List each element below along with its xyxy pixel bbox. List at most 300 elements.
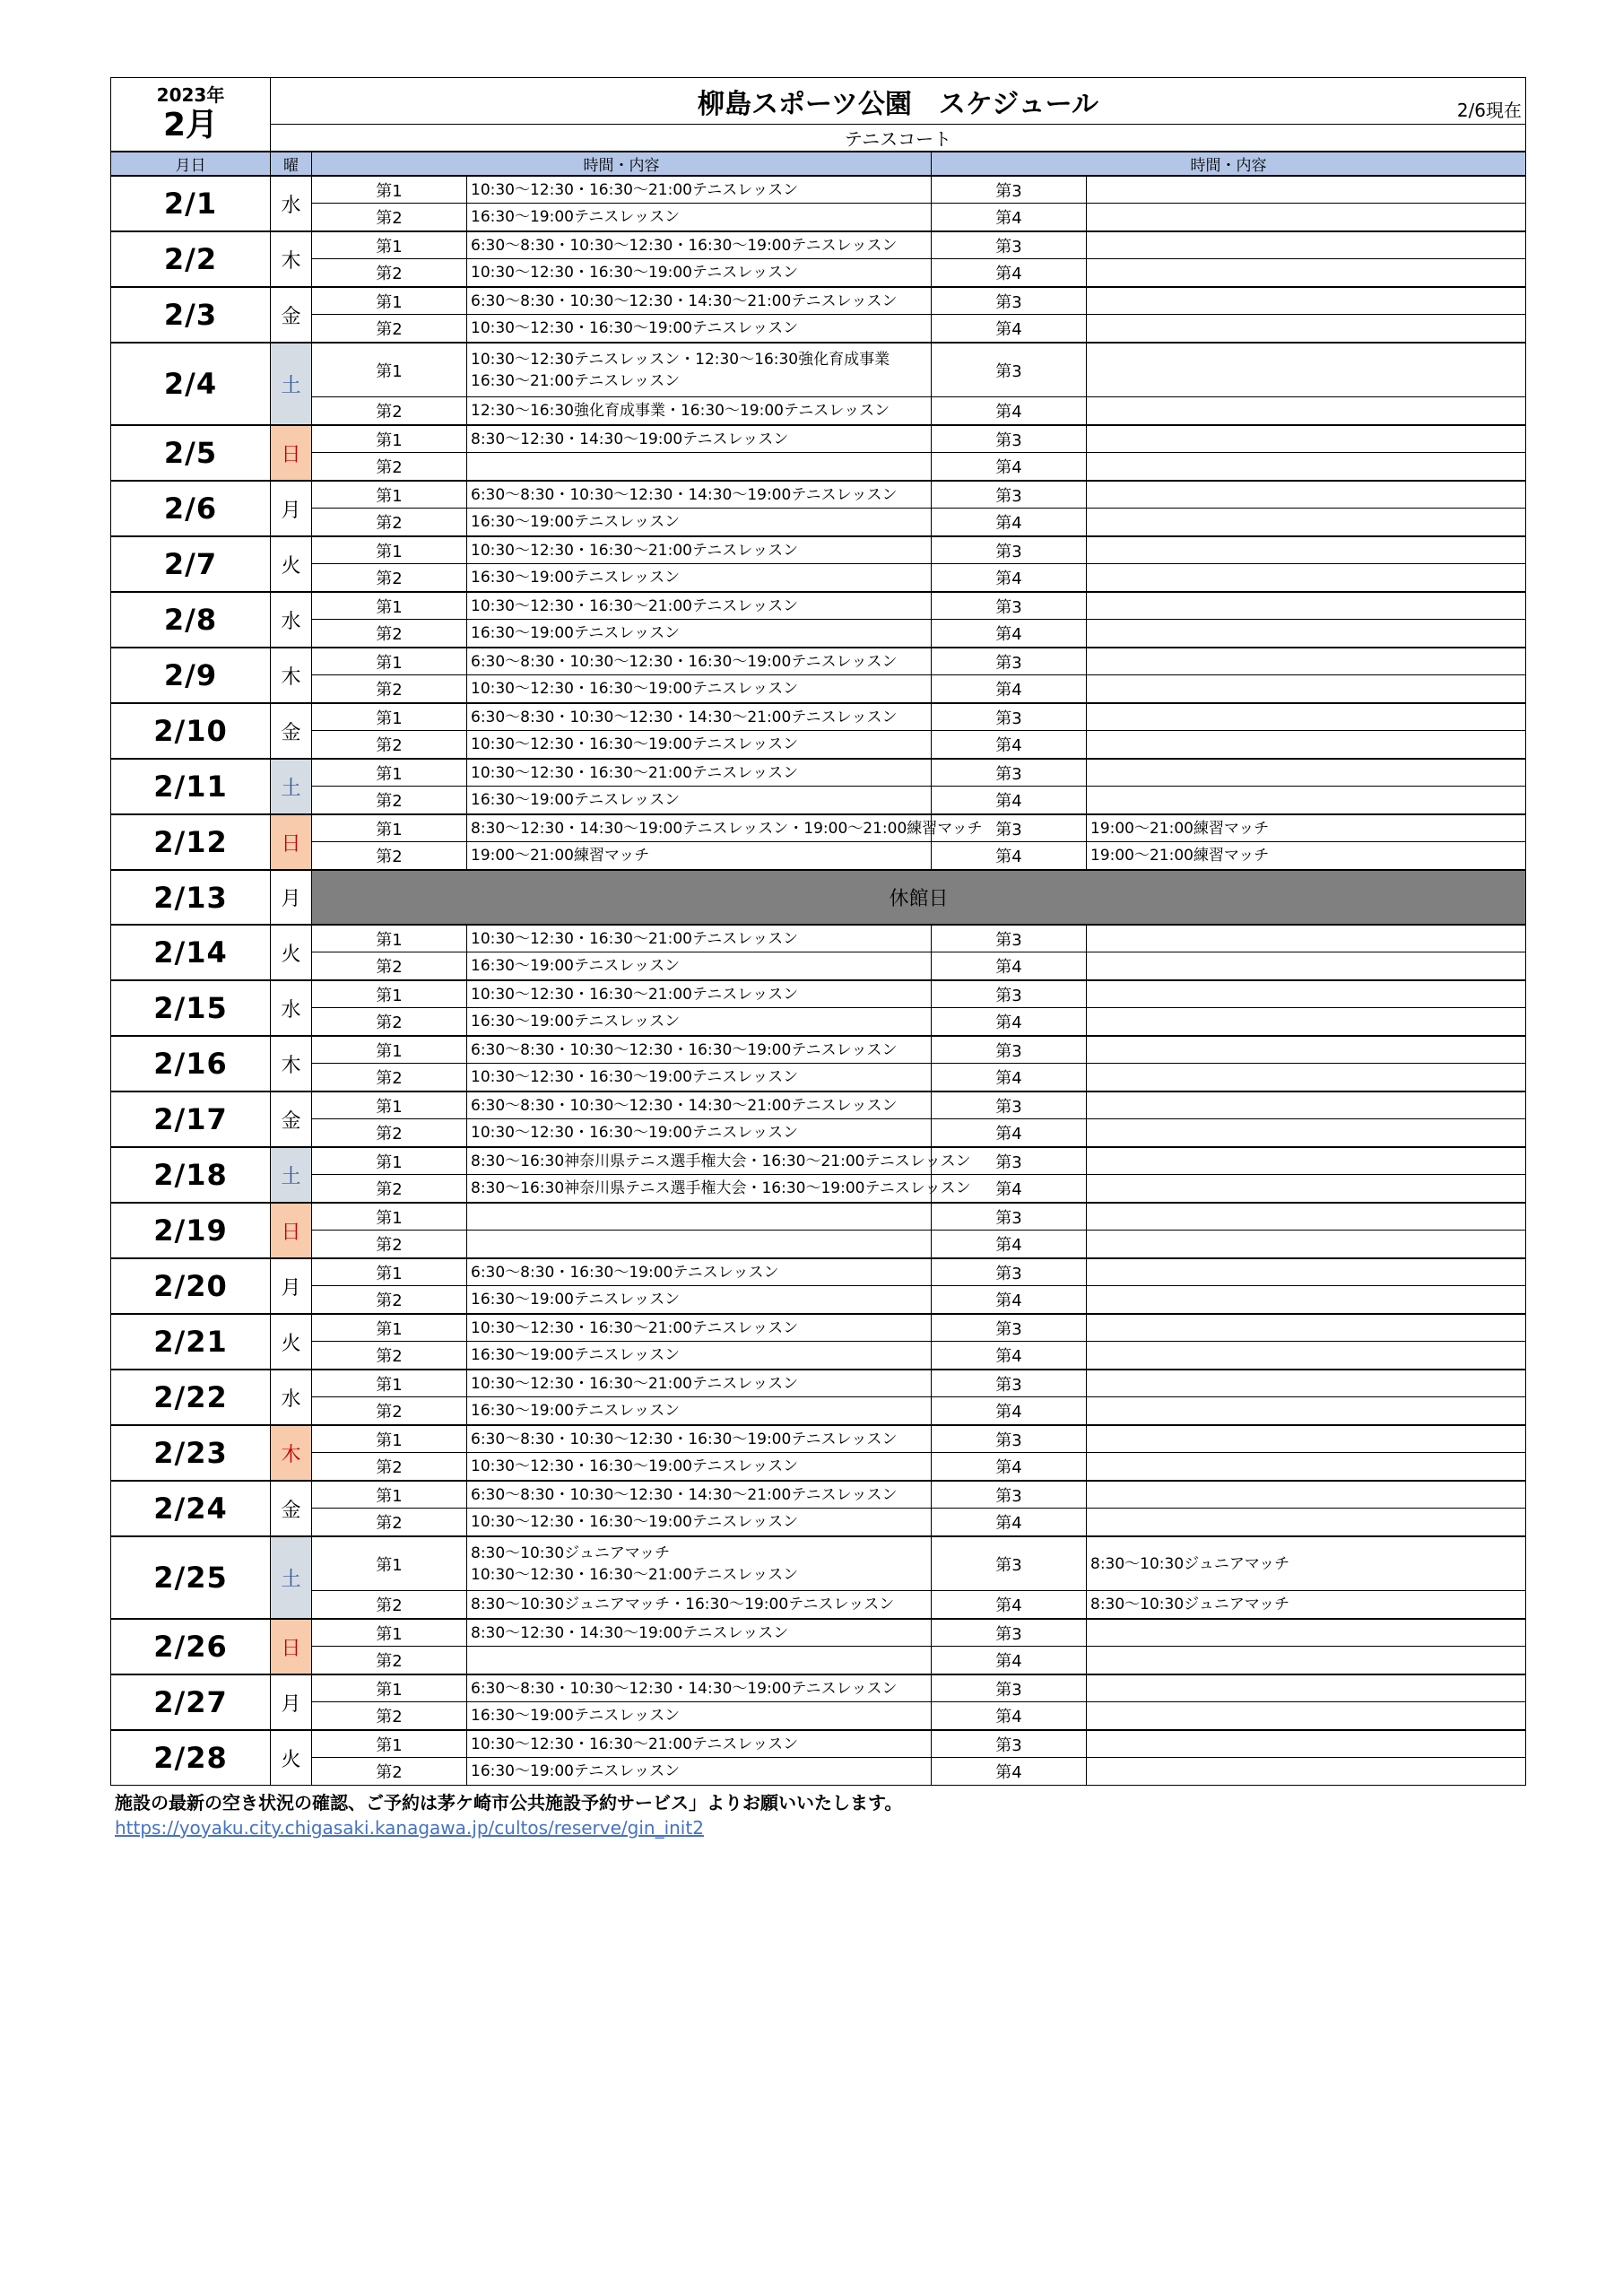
court-4-schedule <box>1087 1342 1526 1370</box>
weekday-cell: 土 <box>271 1147 312 1203</box>
schedule-row-court-2 <box>111 204 1526 232</box>
weekday-cell: 火 <box>271 925 312 980</box>
court-3-schedule <box>1087 1036 1526 1064</box>
court-1-label: 第1 <box>312 231 467 259</box>
court-3-label: 第3 <box>932 536 1087 564</box>
court-4-schedule <box>1087 1064 1526 1092</box>
court-3-label: 第3 <box>932 1370 1087 1397</box>
court-3-label: 第3 <box>932 343 1087 397</box>
schedule-row-closed <box>111 870 1526 925</box>
court-3-label: 第3 <box>932 925 1087 952</box>
court-4-schedule <box>1087 259 1526 288</box>
court-1-schedule: 10:30～12:30・16:30～21:00テニスレッスン <box>467 980 932 1008</box>
court-4-label: 第4 <box>932 1647 1087 1675</box>
court-1-schedule: 8:30～12:30・14:30～19:00テニスレッスン <box>467 1619 932 1647</box>
schedule-row-court-2 <box>111 1008 1526 1037</box>
court-2-schedule: 16:30～19:00テニスレッスン <box>467 204 932 232</box>
court-4-schedule <box>1087 397 1526 426</box>
date-cell: 2/19 <box>111 1203 271 1258</box>
weekday-cell: 土 <box>271 343 312 425</box>
court-2-schedule: 16:30～19:00テニスレッスン <box>467 1008 932 1037</box>
court-2-label: 第2 <box>312 564 467 593</box>
court-3-schedule <box>1087 925 1526 952</box>
court-4-label: 第4 <box>932 1286 1087 1315</box>
column-header-time-right: 時間・内容 <box>932 152 1526 176</box>
court-2-label: 第2 <box>312 1064 467 1092</box>
schedule-row-court-1 <box>111 231 1526 259</box>
schedule-row-court-2 <box>111 1702 1526 1731</box>
schedule-row-court-2 <box>111 620 1526 648</box>
footer-note: 施設の最新の空き状況の確認、ご予約は茅ケ崎市公共施設予約サービス」よりお願いいたします。 <box>115 1792 903 1813</box>
court-4-schedule <box>1087 952 1526 981</box>
court-4-schedule <box>1087 1175 1526 1204</box>
court-1-schedule: 6:30～8:30・10:30～12:30・14:30～21:00テニスレッスン <box>467 703 932 731</box>
court-2-schedule: 10:30～12:30・16:30～19:00テニスレッスン <box>467 1064 932 1092</box>
court-2-schedule: 10:30～12:30・16:30～19:00テニスレッスン <box>467 315 932 344</box>
column-header-time-left: 時間・内容 <box>312 152 932 176</box>
schedule-row-court-1 <box>111 536 1526 564</box>
court-2-schedule <box>467 1647 932 1675</box>
court-3-schedule <box>1087 980 1526 1008</box>
court-4-schedule <box>1087 1397 1526 1426</box>
schedule-table <box>110 77 1526 1786</box>
court-3-label: 第3 <box>932 592 1087 620</box>
court-3-schedule <box>1087 1203 1526 1231</box>
weekday-cell: 月 <box>271 1674 312 1730</box>
court-4-label: 第4 <box>932 731 1087 760</box>
date-cell: 2/28 <box>111 1730 271 1786</box>
schedule-row-court-2 <box>111 259 1526 288</box>
court-2-label: 第2 <box>312 675 467 704</box>
schedule-row-court-2 <box>111 564 1526 593</box>
court-2-label: 第2 <box>312 1591 467 1620</box>
court-4-label: 第4 <box>932 397 1087 426</box>
court-4-schedule <box>1087 787 1526 815</box>
court-2-schedule: 10:30～12:30・16:30～19:00テニスレッスン <box>467 1453 932 1482</box>
court-1-schedule: 10:30～12:30・16:30～21:00テニスレッスン <box>467 925 932 952</box>
court-3-label: 第3 <box>932 1674 1087 1702</box>
court-1-label: 第1 <box>312 176 467 204</box>
court-2-schedule: 16:30～19:00テニスレッスン <box>467 1286 932 1315</box>
reservation-link[interactable]: https://yoyaku.city.chigasaki.kanagawa.jp/cultos/reserve/gin_init2 <box>115 1817 704 1839</box>
court-1-label: 第1 <box>312 1258 467 1286</box>
court-4-schedule <box>1087 1647 1526 1675</box>
court-4-label: 第4 <box>932 842 1087 871</box>
date-cell: 2/20 <box>111 1258 271 1314</box>
court-1-schedule: 10:30～12:30・16:30～21:00テニスレッスン <box>467 1370 932 1397</box>
court-3-schedule <box>1087 425 1526 453</box>
court-3-schedule <box>1087 231 1526 259</box>
schedule-title: 柳島スポーツ公園 スケジュール <box>698 88 1099 120</box>
court-3-schedule <box>1087 343 1526 397</box>
court-3-schedule <box>1087 703 1526 731</box>
court-3-label: 第3 <box>932 1036 1087 1064</box>
court-2-label: 第2 <box>312 259 467 288</box>
weekday-cell: 金 <box>271 703 312 759</box>
court-3-label: 第3 <box>932 759 1087 787</box>
court-4-schedule <box>1087 453 1526 482</box>
court-1-label: 第1 <box>312 814 467 842</box>
schedule-row-court-1 <box>111 1203 1526 1231</box>
court-3-label: 第3 <box>932 980 1087 1008</box>
schedule-row-court-2 <box>111 397 1526 426</box>
court-3-label: 第3 <box>932 1203 1087 1231</box>
schedule-row-court-1 <box>111 703 1526 731</box>
weekday-cell: 火 <box>271 1314 312 1370</box>
court-4-schedule <box>1087 564 1526 593</box>
court-4-label: 第4 <box>932 453 1087 482</box>
weekday-cell: 月 <box>271 870 312 925</box>
court-1-label: 第1 <box>312 1481 467 1509</box>
weekday-cell: 日 <box>271 425 312 481</box>
court-1-schedule: 6:30～8:30・10:30～12:30・16:30～19:00テニスレッスン <box>467 231 932 259</box>
court-3-schedule <box>1087 1730 1526 1758</box>
court-4-schedule <box>1087 675 1526 704</box>
court-4-label: 第4 <box>932 1342 1087 1370</box>
court-3-schedule <box>1087 1258 1526 1286</box>
court-2-schedule: 16:30～19:00テニスレッスン <box>467 1758 932 1786</box>
as-of-date: 2/6現在 <box>1456 100 1523 121</box>
court-4-schedule <box>1087 731 1526 760</box>
court-1-schedule: 6:30～8:30・10:30～12:30・14:30～19:00テニスレッスン <box>467 1674 932 1702</box>
weekday-cell: 日 <box>271 1203 312 1258</box>
schedule-row-court-1 <box>111 1730 1526 1758</box>
weekday-cell: 木 <box>271 1425 312 1481</box>
court-2-schedule: 10:30～12:30・16:30～19:00テニスレッスン <box>467 1119 932 1148</box>
court-1-schedule: 10:30～12:30テニスレッスン・12:30～16:30強化育成事業 16:30～21:00テニスレッスン <box>467 343 932 397</box>
weekday-cell: 金 <box>271 1091 312 1147</box>
court-4-label: 第4 <box>932 1702 1087 1731</box>
court-2-label: 第2 <box>312 1286 467 1315</box>
court-1-schedule: 6:30～8:30・10:30～12:30・14:30～21:00テニスレッスン <box>467 1481 932 1509</box>
weekday-cell: 水 <box>271 592 312 648</box>
court-3-label: 第3 <box>932 1730 1087 1758</box>
court-2-schedule: 8:30～16:30神奈川県テニス選手権大会・16:30～19:00テニスレッスン <box>467 1175 932 1204</box>
court-3-schedule <box>1087 1674 1526 1702</box>
court-3-label: 第3 <box>932 1425 1087 1453</box>
schedule-row-court-1 <box>111 648 1526 675</box>
schedule-row-court-2 <box>111 1231 1526 1259</box>
court-1-schedule: 8:30～12:30・14:30～19:00テニスレッスン・19:00～21:00練習マッチ <box>467 814 932 842</box>
court-2-label: 第2 <box>312 1008 467 1037</box>
court-4-label: 第4 <box>932 620 1087 648</box>
date-cell: 2/8 <box>111 592 271 648</box>
court-3-schedule <box>1087 759 1526 787</box>
weekday-cell: 水 <box>271 980 312 1036</box>
date-cell: 2/15 <box>111 980 271 1036</box>
court-2-label: 第2 <box>312 842 467 871</box>
court-1-schedule: 6:30～8:30・10:30～12:30・14:30～19:00テニスレッスン <box>467 481 932 509</box>
court-4-label: 第4 <box>932 1591 1087 1620</box>
schedule-row-court-2 <box>111 1119 1526 1148</box>
schedule-row-court-2 <box>111 1175 1526 1204</box>
court-3-label: 第3 <box>932 703 1087 731</box>
court-1-schedule: 10:30～12:30・16:30～21:00テニスレッスン <box>467 1730 932 1758</box>
court-1-label: 第1 <box>312 1091 467 1119</box>
schedule-row-court-1 <box>111 1481 1526 1509</box>
schedule-row-court-2 <box>111 1397 1526 1426</box>
court-4-label: 第4 <box>932 1509 1087 1537</box>
court-1-label: 第1 <box>312 1619 467 1647</box>
court-1-label: 第1 <box>312 343 467 397</box>
court-1-label: 第1 <box>312 925 467 952</box>
schedule-row-court-2 <box>111 1758 1526 1786</box>
weekday-cell: 木 <box>271 231 312 287</box>
court-4-schedule <box>1087 1008 1526 1037</box>
court-3-label: 第3 <box>932 1091 1087 1119</box>
court-4-schedule <box>1087 1453 1526 1482</box>
court-4-schedule <box>1087 315 1526 344</box>
schedule-row-court-2 <box>111 1286 1526 1315</box>
court-1-label: 第1 <box>312 1370 467 1397</box>
court-3-label: 第3 <box>932 481 1087 509</box>
schedule-row-court-1 <box>111 1619 1526 1647</box>
schedule-row-court-1 <box>111 287 1526 315</box>
schedule-row-court-1 <box>111 1147 1526 1175</box>
court-2-label: 第2 <box>312 1397 467 1426</box>
weekday-cell: 火 <box>271 1730 312 1786</box>
weekday-cell: 土 <box>271 1536 312 1619</box>
schedule-row-court-2 <box>111 1342 1526 1370</box>
court-2-label: 第2 <box>312 1702 467 1731</box>
weekday-cell: 金 <box>271 1481 312 1536</box>
court-4-label: 第4 <box>932 1397 1087 1426</box>
schedule-row-court-2 <box>111 509 1526 537</box>
court-3-label: 第3 <box>932 176 1087 204</box>
court-3-label: 第3 <box>932 231 1087 259</box>
date-cell: 2/2 <box>111 231 271 287</box>
court-3-schedule <box>1087 1425 1526 1453</box>
date-cell: 2/4 <box>111 343 271 425</box>
court-4-label: 第4 <box>932 1064 1087 1092</box>
schedule-row-court-1 <box>111 176 1526 204</box>
court-4-schedule: 19:00～21:00練習マッチ <box>1087 842 1526 871</box>
court-3-schedule <box>1087 1481 1526 1509</box>
court-3-schedule: 19:00～21:00練習マッチ <box>1087 814 1526 842</box>
court-2-schedule: 16:30～19:00テニスレッスン <box>467 620 932 648</box>
court-3-label: 第3 <box>932 1147 1087 1175</box>
court-1-schedule: 10:30～12:30・16:30～21:00テニスレッスン <box>467 1314 932 1342</box>
court-3-label: 第3 <box>932 1314 1087 1342</box>
court-4-label: 第4 <box>932 952 1087 981</box>
court-2-schedule: 16:30～19:00テニスレッスン <box>467 1342 932 1370</box>
court-4-label: 第4 <box>932 204 1087 232</box>
schedule-row-court-2 <box>111 453 1526 482</box>
court-2-schedule: 16:30～19:00テニスレッスン <box>467 564 932 593</box>
weekday-cell: 水 <box>271 1370 312 1425</box>
court-2-schedule: 10:30～12:30・16:30～19:00テニスレッスン <box>467 675 932 704</box>
court-2-label: 第2 <box>312 204 467 232</box>
court-1-schedule: 10:30～12:30・16:30～21:00テニスレッスン <box>467 536 932 564</box>
court-1-label: 第1 <box>312 1314 467 1342</box>
date-cell: 2/12 <box>111 814 271 870</box>
date-cell: 2/25 <box>111 1536 271 1619</box>
court-1-label: 第1 <box>312 980 467 1008</box>
court-4-schedule <box>1087 1758 1526 1786</box>
date-cell: 2/17 <box>111 1091 271 1147</box>
court-1-schedule: 6:30～8:30・10:30～12:30・16:30～19:00テニスレッスン <box>467 1036 932 1064</box>
court-2-schedule: 16:30～19:00テニスレッスン <box>467 509 932 537</box>
court-3-label: 第3 <box>932 1536 1087 1591</box>
court-3-schedule <box>1087 1147 1526 1175</box>
court-1-label: 第1 <box>312 1147 467 1175</box>
court-3-label: 第3 <box>932 814 1087 842</box>
court-2-schedule: 16:30～19:00テニスレッスン <box>467 1397 932 1426</box>
court-4-schedule <box>1087 1509 1526 1537</box>
court-4-label: 第4 <box>932 509 1087 537</box>
date-cell: 2/13 <box>111 870 271 925</box>
court-2-label: 第2 <box>312 1453 467 1482</box>
schedule-row-court-1 <box>111 343 1526 397</box>
court-1-label: 第1 <box>312 425 467 453</box>
date-cell: 2/16 <box>111 1036 271 1091</box>
weekday-cell: 火 <box>271 536 312 592</box>
court-2-label: 第2 <box>312 1342 467 1370</box>
court-4-label: 第4 <box>932 259 1087 288</box>
court-4-label: 第4 <box>932 1119 1087 1148</box>
year-label: 2023年 <box>156 83 225 106</box>
court-1-schedule: 10:30～12:30・16:30～21:00テニスレッスン <box>467 592 932 620</box>
court-1-label: 第1 <box>312 759 467 787</box>
court-2-label: 第2 <box>312 1119 467 1148</box>
court-2-label: 第2 <box>312 1647 467 1675</box>
court-2-label: 第2 <box>312 731 467 760</box>
court-1-label: 第1 <box>312 1730 467 1758</box>
date-cell: 2/26 <box>111 1619 271 1674</box>
court-1-label: 第1 <box>312 648 467 675</box>
court-4-schedule <box>1087 509 1526 537</box>
court-3-schedule <box>1087 287 1526 315</box>
court-2-label: 第2 <box>312 509 467 537</box>
court-2-label: 第2 <box>312 453 467 482</box>
court-2-schedule: 10:30～12:30・16:30～19:00テニスレッスン <box>467 731 932 760</box>
weekday-cell: 月 <box>271 481 312 536</box>
court-3-schedule <box>1087 176 1526 204</box>
court-4-label: 第4 <box>932 787 1087 815</box>
date-cell: 2/14 <box>111 925 271 980</box>
court-3-schedule: 8:30～10:30ジュニアマッチ <box>1087 1536 1526 1591</box>
court-3-label: 第3 <box>932 648 1087 675</box>
court-4-label: 第4 <box>932 1008 1087 1037</box>
schedule-row-court-1 <box>111 425 1526 453</box>
weekday-cell: 月 <box>271 1258 312 1314</box>
court-1-label: 第1 <box>312 536 467 564</box>
date-cell: 2/18 <box>111 1147 271 1203</box>
column-header-date: 月日 <box>111 152 271 176</box>
court-1-schedule: 8:30～16:30神奈川県テニス選手権大会・16:30～21:00テニスレッスン <box>467 1147 932 1175</box>
court-1-label: 第1 <box>312 592 467 620</box>
date-cell: 2/5 <box>111 425 271 481</box>
court-2-schedule: 10:30～12:30・16:30～19:00テニスレッスン <box>467 259 932 288</box>
court-3-schedule <box>1087 1091 1526 1119</box>
court-1-label: 第1 <box>312 1203 467 1231</box>
schedule-row-court-2 <box>111 315 1526 344</box>
court-3-label: 第3 <box>932 1619 1087 1647</box>
court-3-schedule <box>1087 1314 1526 1342</box>
weekday-cell: 金 <box>271 287 312 343</box>
court-1-label: 第1 <box>312 703 467 731</box>
court-4-label: 第4 <box>932 1758 1087 1786</box>
date-cell: 2/23 <box>111 1425 271 1481</box>
court-2-schedule: 10:30～12:30・16:30～19:00テニスレッスン <box>467 1509 932 1537</box>
column-header-weekday: 曜 <box>271 152 312 176</box>
court-1-label: 第1 <box>312 287 467 315</box>
schedule-row-court-2 <box>111 952 1526 981</box>
court-4-schedule <box>1087 620 1526 648</box>
court-3-label: 第3 <box>932 1258 1087 1286</box>
date-cell: 2/6 <box>111 481 271 536</box>
schedule-row-court-2 <box>111 787 1526 815</box>
court-3-schedule <box>1087 536 1526 564</box>
court-3-schedule <box>1087 1619 1526 1647</box>
schedule-row-court-2 <box>111 1509 1526 1537</box>
schedule-row-court-1 <box>111 1370 1526 1397</box>
date-cell: 2/3 <box>111 287 271 343</box>
month-label: 2月 <box>162 106 219 144</box>
court-1-schedule: 6:30～8:30・10:30～12:30・16:30～19:00テニスレッスン <box>467 648 932 675</box>
schedule-row-court-2 <box>111 731 1526 760</box>
court-3-label: 第3 <box>932 1481 1087 1509</box>
court-1-schedule: 8:30～12:30・14:30～19:00テニスレッスン <box>467 425 932 453</box>
court-4-label: 第4 <box>932 1175 1087 1204</box>
court-2-schedule: 16:30～19:00テニスレッスン <box>467 1702 932 1731</box>
schedule-row-court-1 <box>111 1536 1526 1591</box>
court-1-schedule <box>467 1203 932 1231</box>
court-3-schedule <box>1087 648 1526 675</box>
court-1-schedule: 8:30～10:30ジュニアマッチ 10:30～12:30・16:30～21:00テニスレッスン <box>467 1536 932 1591</box>
schedule-row-court-1 <box>111 1314 1526 1342</box>
court-2-schedule <box>467 1231 932 1259</box>
court-4-schedule <box>1087 1702 1526 1731</box>
schedule-row-court-1 <box>111 1674 1526 1702</box>
schedule-row-court-2 <box>111 842 1526 871</box>
court-2-schedule: 16:30～19:00テニスレッスン <box>467 952 932 981</box>
court-2-label: 第2 <box>312 1175 467 1204</box>
schedule-row-court-2 <box>111 1647 1526 1675</box>
weekday-cell: 木 <box>271 648 312 703</box>
schedule-row-court-1 <box>111 481 1526 509</box>
court-2-label: 第2 <box>312 1509 467 1537</box>
schedule-row-court-1 <box>111 980 1526 1008</box>
court-1-label: 第1 <box>312 1536 467 1591</box>
facility-label: テニスコート <box>271 125 1526 152</box>
court-4-label: 第4 <box>932 1231 1087 1259</box>
date-cell: 2/9 <box>111 648 271 703</box>
schedule-row-court-2 <box>111 675 1526 704</box>
schedule-row-court-1 <box>111 1258 1526 1286</box>
closed-day-cell: 休館日 <box>312 870 1526 925</box>
schedule-row-court-1 <box>111 1036 1526 1064</box>
schedule-row-court-1 <box>111 1091 1526 1119</box>
weekday-cell: 日 <box>271 814 312 870</box>
date-cell: 2/10 <box>111 703 271 759</box>
court-2-schedule <box>467 453 932 482</box>
weekday-cell: 日 <box>271 1619 312 1674</box>
court-4-schedule: 8:30～10:30ジュニアマッチ <box>1087 1591 1526 1620</box>
court-1-schedule: 6:30～8:30・16:30～19:00テニスレッスン <box>467 1258 932 1286</box>
date-cell: 2/7 <box>111 536 271 592</box>
schedule-row-court-2 <box>111 1064 1526 1092</box>
schedule-row-court-1 <box>111 925 1526 952</box>
court-2-label: 第2 <box>312 315 467 344</box>
schedule-row-court-2 <box>111 1453 1526 1482</box>
court-1-label: 第1 <box>312 481 467 509</box>
weekday-cell: 水 <box>271 176 312 231</box>
schedule-row-court-2 <box>111 1591 1526 1620</box>
court-3-schedule <box>1087 592 1526 620</box>
court-2-label: 第2 <box>312 1231 467 1259</box>
court-1-schedule: 6:30～8:30・10:30～12:30・16:30～19:00テニスレッスン <box>467 1425 932 1453</box>
